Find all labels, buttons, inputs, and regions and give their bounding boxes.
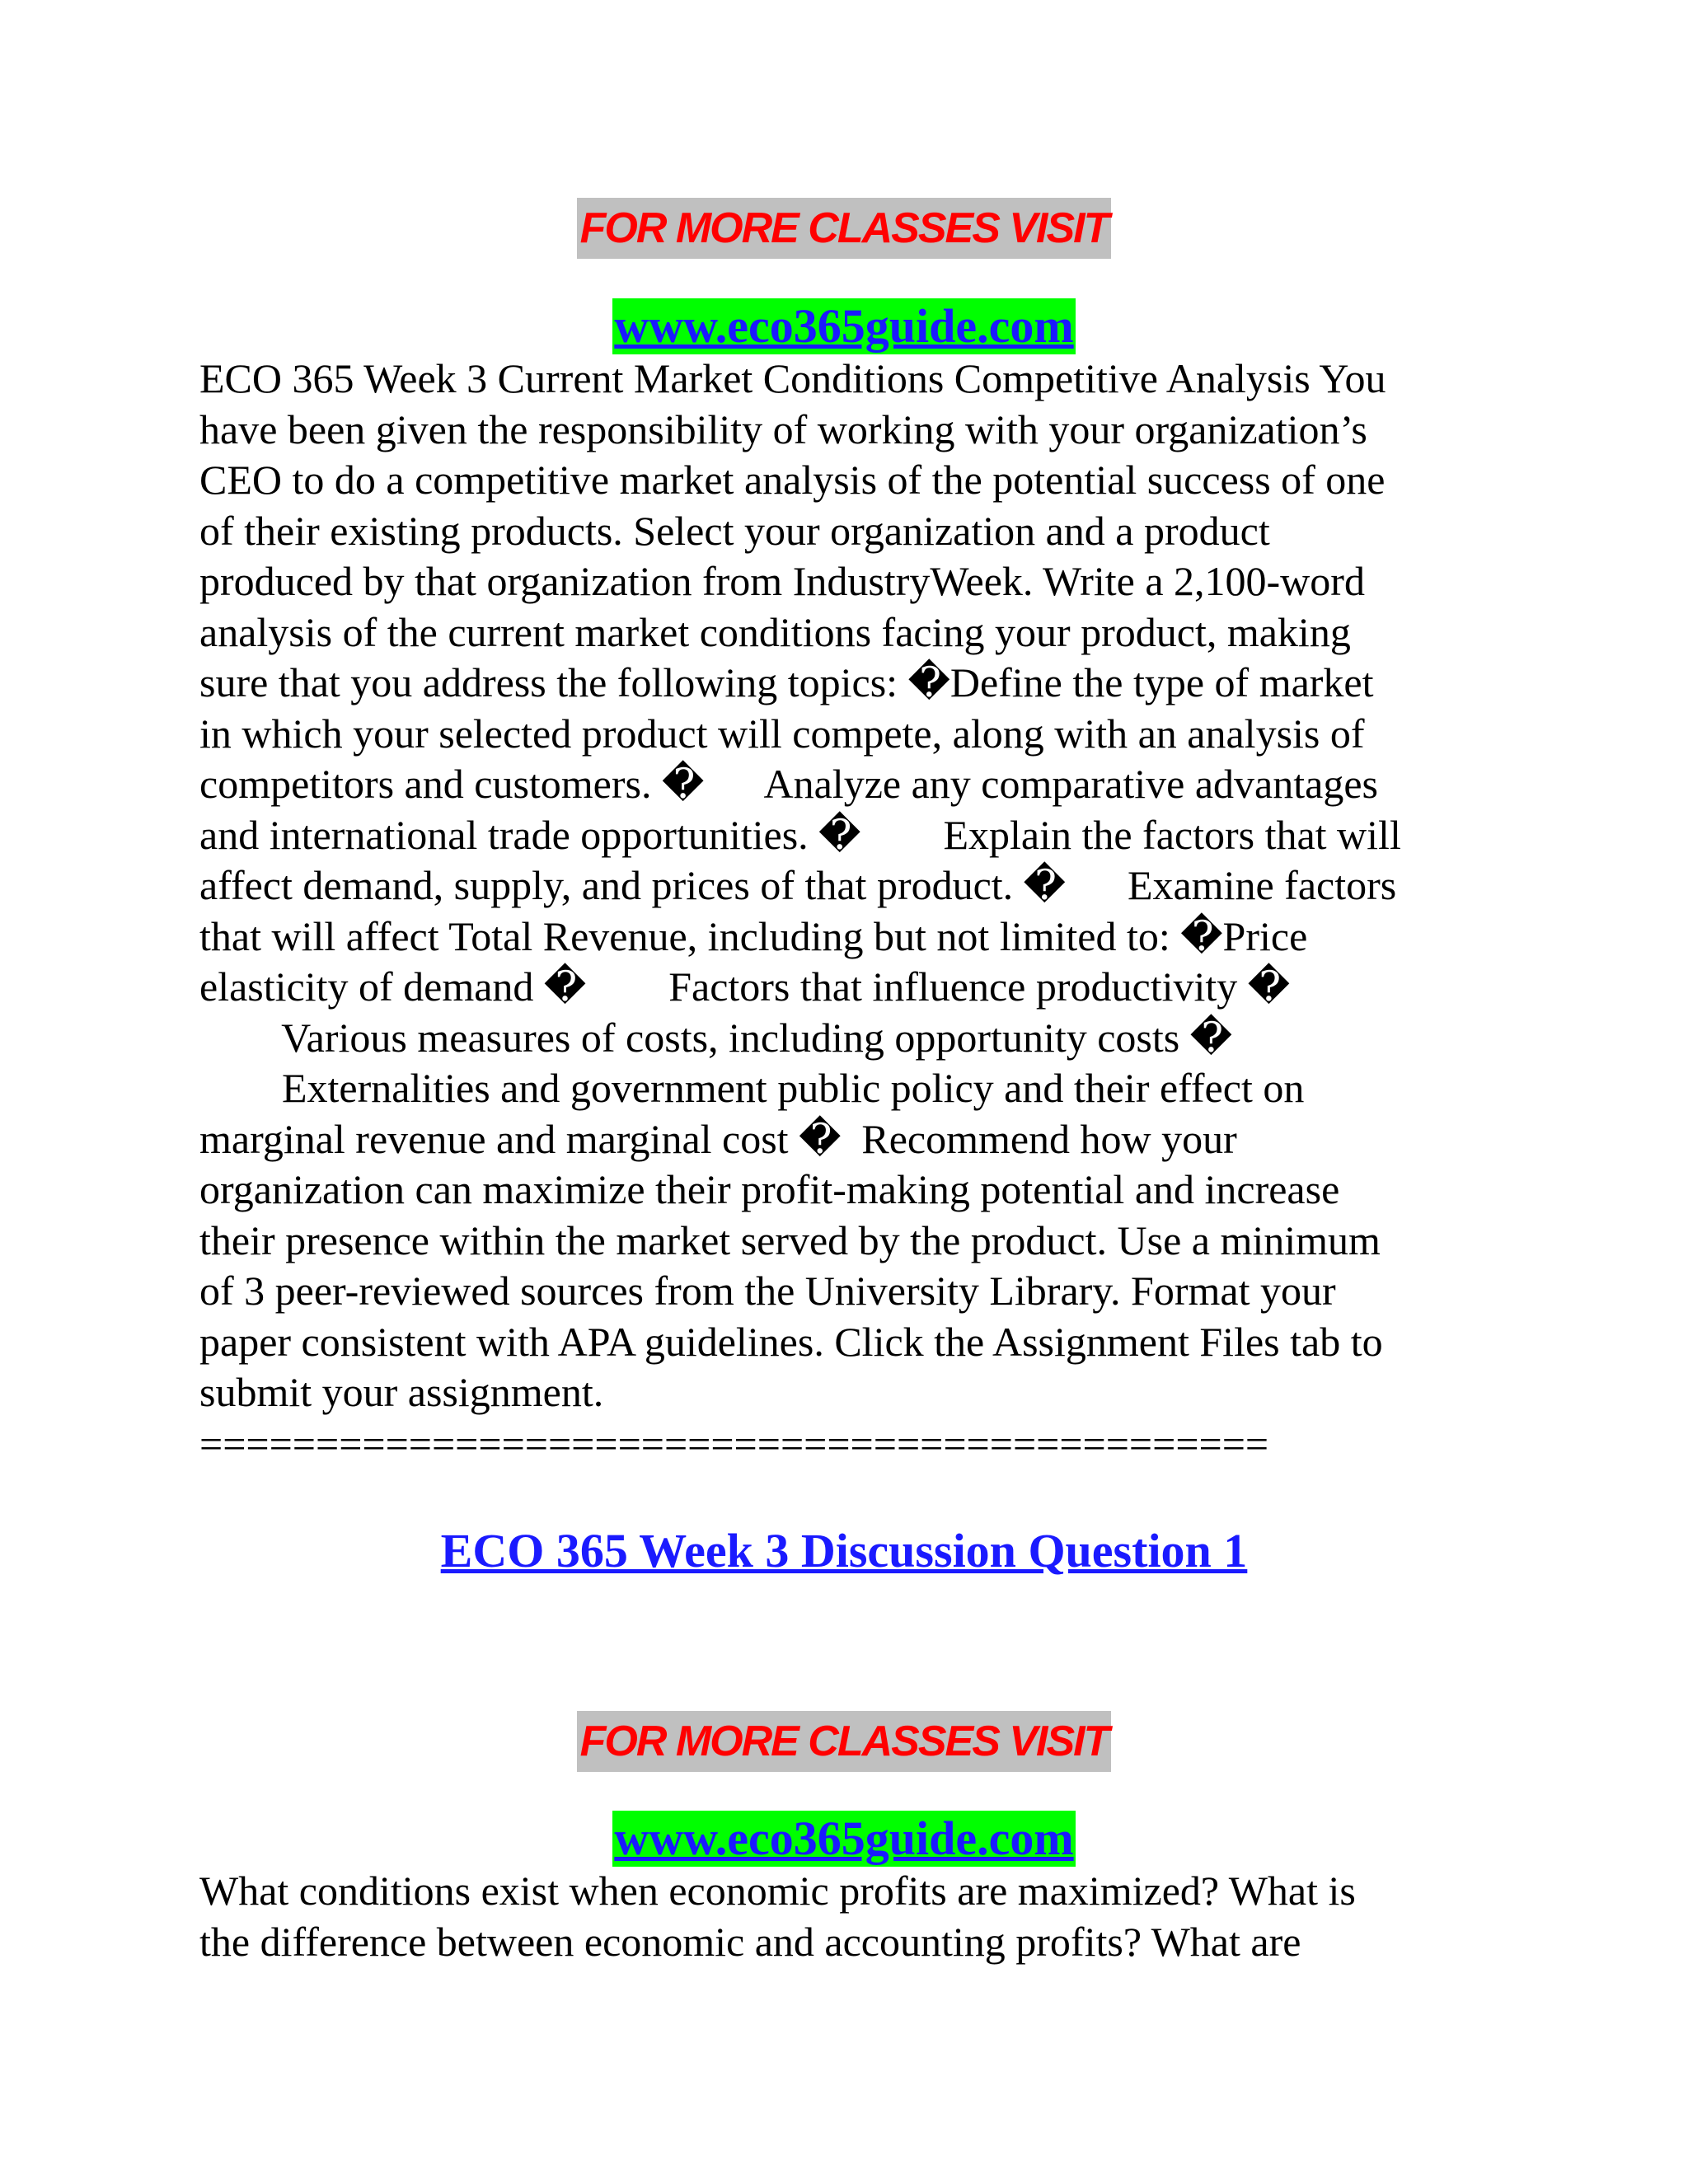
paragraph-line: the difference between economic and accounting profits? What are (199, 1918, 1301, 1965)
paragraph-line: Externalities and government public policy and their effect on (199, 1065, 1305, 1111)
paragraph-line: marginal revenue and marginal cost � Recommend how your (199, 1115, 1237, 1162)
paragraph-line: of their existing products. Select your organization and a product (199, 507, 1270, 554)
paragraph-line: in which your selected product will compete, along with an analysis of (199, 710, 1365, 757)
url-row (0, 298, 1688, 354)
paragraph-line: CEO to do a competitive market analysis of the potential success of one (199, 457, 1386, 503)
classes-banner-2: FOR MORE CLASSES VISIT (577, 1711, 1112, 1772)
discussion-question (199, 1866, 1535, 1967)
banner-row (0, 198, 1688, 259)
paragraph-line: organization can maximize their profit-making potential and increase (199, 1166, 1340, 1212)
paragraph-line: competitors and customers. � Analyze any comparative advantages (199, 761, 1378, 807)
paragraph-line: submit your assignment. (199, 1369, 604, 1415)
paragraph-line: of 3 peer-reviewed sources from the University Library. Format your (199, 1268, 1336, 1314)
paragraph-line: What conditions exist when economic profits are maximized? What is (199, 1868, 1356, 1914)
section-heading-row (0, 1521, 1688, 1581)
paragraph-line: analysis of the current market conditions facing your product, making (199, 608, 1351, 655)
classes-banner: FOR MORE CLASSES VISIT (577, 198, 1112, 259)
paragraph-line: their presence within the market served by the product. Use a minimum (199, 1216, 1381, 1263)
discussion-heading-link[interactable]: ECO 365 Week 3 Discussion Question 1 (440, 1524, 1248, 1577)
paragraph-line: that will affect Total Revenue, including but not limited to: �Price (199, 912, 1308, 959)
separator-line: ============================================== (199, 1421, 1269, 1467)
paragraph-line: sure that you address the following topics: �Define the type of market (199, 659, 1374, 705)
paragraph-line: have been given the responsibility of working with your organization’s (199, 405, 1367, 452)
banner-row-2 (0, 1711, 1688, 1772)
url-row-2 (0, 1811, 1688, 1867)
paragraph-line: ECO 365 Week 3 Current Market Conditions Competitive Analysis You (199, 355, 1386, 401)
paragraph-line: affect demand, supply, and prices of that product. � Examine factors (199, 862, 1397, 908)
paragraph-line: elasticity of demand � Factors that influence productivity � (199, 963, 1291, 1010)
assignment-description (199, 354, 1535, 1418)
paragraph-line: paper consistent with APA guidelines. Click the Assignment Files tab to (199, 1318, 1383, 1365)
paragraph-line: Various measures of costs, including opportunity costs � (199, 1014, 1233, 1061)
website-link-2[interactable]: www.eco365guide.com (614, 1811, 1074, 1865)
website-link[interactable]: www.eco365guide.com (614, 299, 1074, 353)
paragraph-line: and international trade opportunities. � Explain the factors that will (199, 811, 1401, 858)
paragraph-line: produced by that organization from IndustryWeek. Write a 2,100-word (199, 558, 1365, 604)
